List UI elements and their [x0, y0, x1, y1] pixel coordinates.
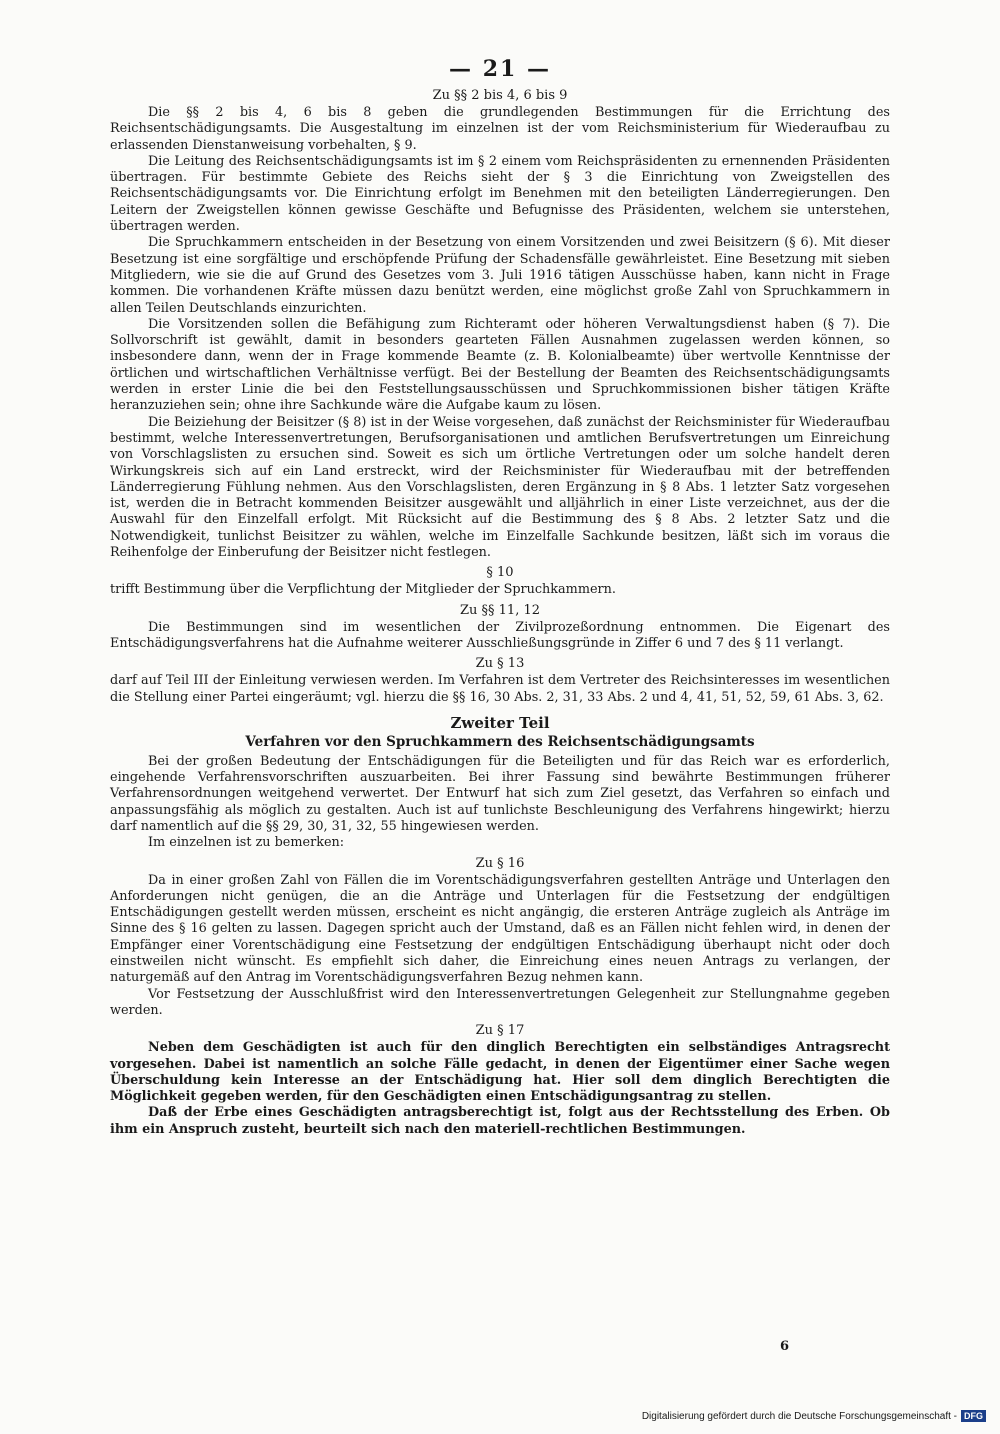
section-heading: § 10 — [486, 565, 514, 581]
paragraph: Die Bestimmungen sind im wesentlichen der Zivilprozeßordnung entnommen. Die Eigenart des Entschädigungsverfahrens hat die Aufnahme weiterer Ausschließungsgründe in Ziffer 6 und 7 des § 11 verlangt. — [110, 619, 890, 651]
paragraph: Die Spruchkammern entscheiden in der Besetzung von einem Vorsitzenden und zwei Beisitzern (§ 6). Mit dieser Besetzung ist eine sorgfältige und erschöpfende Prüfung der Schadensfälle gewährleistet. Eine Besetzung mit sieben Mitgliedern, wie sie die auf Grund des Gesetzes vom 3. Juli 1916 tätigen Ausschüsse haben, kann nicht in Frage kommen. Die vorhandenen Kräfte müssen dazu benützt werden, eine möglichst große Zahl von Spruchkammern in allen Teilen Deutschlands einzurichten. — [110, 235, 890, 316]
paragraph: Vor Festsetzung der Ausschlußfrist wird den Interessenvertretungen Gelegenheit zur Stellungnahme gegeben werden. — [110, 986, 890, 1018]
part-title: Zweiter Teil — [450, 713, 550, 732]
sheet-signature: 6 — [780, 1339, 790, 1354]
section-heading: Zu §§ 2 bis 4, 6 bis 9 — [432, 88, 568, 103]
paragraph: trifft Bestimmung über die Verpflichtung der Mitglieder der Spruchkammern. — [110, 582, 616, 598]
paragraph: Neben dem Geschädigten ist auch für den dinglich Berechtigten ein selbständiges Antragsrecht vorgesehen. Dabei ist namentlich an solche Fälle gedacht, in denen der Eigentümer einer Sache wegen Überschuldung kein Interesse an der Entschädigung hat. Hier soll dem dinglich Berechtigten die Möglichkeit gegeben werden, für den Geschädigten einen Entschädigungsantrag zu stellen. — [110, 1040, 890, 1105]
paragraph: Daß der Erbe eines Geschädigten antragsberechtigt ist, folgt aus der Rechtsstellung des Erben. Ob ihm ein Anspruch zusteht, beurteilt sich nach den materiell-rechtlichen Bestimmungen. — [110, 1105, 890, 1137]
digitization-footer — [642, 1410, 986, 1422]
section-heading: Zu §§ 11, 12 — [459, 602, 541, 618]
document-page — [110, 56, 890, 1138]
paragraph: Da in einer großen Zahl von Fällen die im Vorentschädigungsverfahren gestellten Anträge und Unterlagen den Anforderungen nicht genügen, die an die Anträge und Unterlagen für die Festsetzung der endgültigen Entschädigungen gestellt werden müssen, erscheint es nicht angängig, die ersteren Anträge zugleich als Anträge im Sinne des § 16 gelten zu lassen. Dagegen spricht auch der Umstand, daß es an Fällen nicht fehlen wird, in denen der Empfänger einer Vorentschädigung eine Festsetzung der endgültigen Entschädigung überhaupt nicht oder doch einstweilen nicht wünscht. Es empfiehlt sich daher, die Einreichung eines neuen Antrags zu verlangen, der naturgemäß auf den Antrag im Vorentschädigungsverfahren Bezug nehmen kann. — [110, 872, 890, 986]
paragraph: Bei der großen Bedeutung der Entschädigungen für die Beteiligten und für das Reich war es erforderlich, eingehende Verfahrensvorschriften auszuarbeiten. Bei ihrer Fassung sind bewährte Bestimmungen früherer Verfahrensordnungen weitgehend verwertet. Der Entwurf hat sich zum Ziel gesetzt, das Verfahren so einfach und anpassungsfähig als möglich zu gestalten. Auch ist auf tunlichste Beschleunigung des Verfahrens hingewirkt; hierzu darf namentlich auf die §§ 29, 30, 31, 32, 55 hingewiesen werden. — [110, 753, 890, 834]
dfg-logo: DFG — [961, 1410, 986, 1422]
section-heading: Zu § 13 — [475, 656, 525, 672]
paragraph: Die Beiziehung der Beisitzer (§ 8) ist in der Weise vorgesehen, daß zunächst der Reichsminister für Wiederaufbau bestimmt, welche Interessenvertretungen, Berufsorganisationen und amtlichen Berufsvertretungen um Einreichung von Vorschlagslisten zu ersuchen sind. Soweit es sich um örtliche Vertretungen oder um solche handelt deren Wirkungskreis sich auf ein Land erstreckt, wird der Reichsminister für Wiederaufbau mit der betreffenden Länderregierung Fühlung nehmen. Aus den Vorschlagslisten, deren Ergänzung in § 8 Abs. 1 letzter Satz vorgesehen ist, werden die in Betracht kommenden Beisitzer ausgewählt und alljährlich in einer Liste verzeichnet, aus der die Auswahl für den Einzelfall erfolgt. Mit Rücksicht auf die Bestimmung des § 8 Abs. 2 letzter Satz und die Notwendigkeit, tunlichst Beisitzer zu wählen, welche im Einzelfalle Sachkunde besitzen, läßt sich im voraus die Reihenfolge der Einberufung der Beisitzer nicht festlegen. — [110, 414, 890, 561]
paragraph: Die Leitung des Reichsentschädigungsamts ist im § 2 einem vom Reichspräsidenten zu ernennenden Präsidenten übertragen. Für bestimmte Gebiete des Reichs sieht der § 3 die Einrichtung von Zweigstellen des Reichsentschädigungsamts vor. Die Einrichtung erfolgt im Benehmen mit den beteiligten Länderregierungen. Den Leitern der Zweigstellen können gewisse Geschäfte und Befugnisse des Präsidenten, welchem sie unterstehen, übertragen werden. — [110, 153, 890, 235]
paragraph: Die Vorsitzenden sollen die Befähigung zum Richteramt oder höheren Verwaltungsdienst haben (§ 7). Die Sollvorschrift ist gewählt, damit in besonders gearteten Fällen Ausnahmen zugelassen werden können, so insbesondere dann, wenn der in Frage kommende Beamte (z. B. Kolonialbeamte) über wertvolle Kenntnisse der örtlichen und wirtschaftlichen Verhältnisse verfügt. Bei der Bestellung der Beamten des Reichsentschädigungsamts werden in erster Linie die bei den Feststellungsausschüssen und Spruchkommissionen bisher tätigen Kräfte heranzuziehen sein; ohne ihre Sachkunde wäre die Aufgabe kaum zu lösen. — [110, 316, 890, 414]
paragraph: darf auf Teil III der Einleitung verwiesen werden. Im Verfahren ist dem Vertreter des Reichsinteresses im wesentlichen die Stellung einer Partei eingeräumt; vgl. hierzu die §§ 16, 30 Abs. 2, 31, 33 Abs. 2 und 4, 41, 51, 52, 59, 61 Abs. 3, 62. — [110, 673, 890, 705]
footer-text: Digitalisierung gefördert durch die Deutsche Forschungsgemeinschaft - — [641, 1410, 957, 1422]
section-heading: Zu § 17 — [475, 1023, 525, 1039]
page-number: — 21 — — [449, 56, 551, 82]
part-subtitle: Verfahren vor den Spruchkammern des Reichsentschädigungsamts — [245, 733, 755, 750]
section-heading: Zu § 16 — [475, 855, 525, 871]
paragraph: Im einzelnen ist zu bemerken: — [148, 835, 345, 851]
paragraph: Die §§ 2 bis 4, 6 bis 8 geben die grundlegenden Bestimmungen für die Errichtung des Reichsentschädigungsamts. Die Ausgestaltung im einzelnen ist der vom Reichsministerium für Wiederaufbau zu erlassenden Dienstanweisung vorbehalten, § 9. — [110, 105, 890, 153]
